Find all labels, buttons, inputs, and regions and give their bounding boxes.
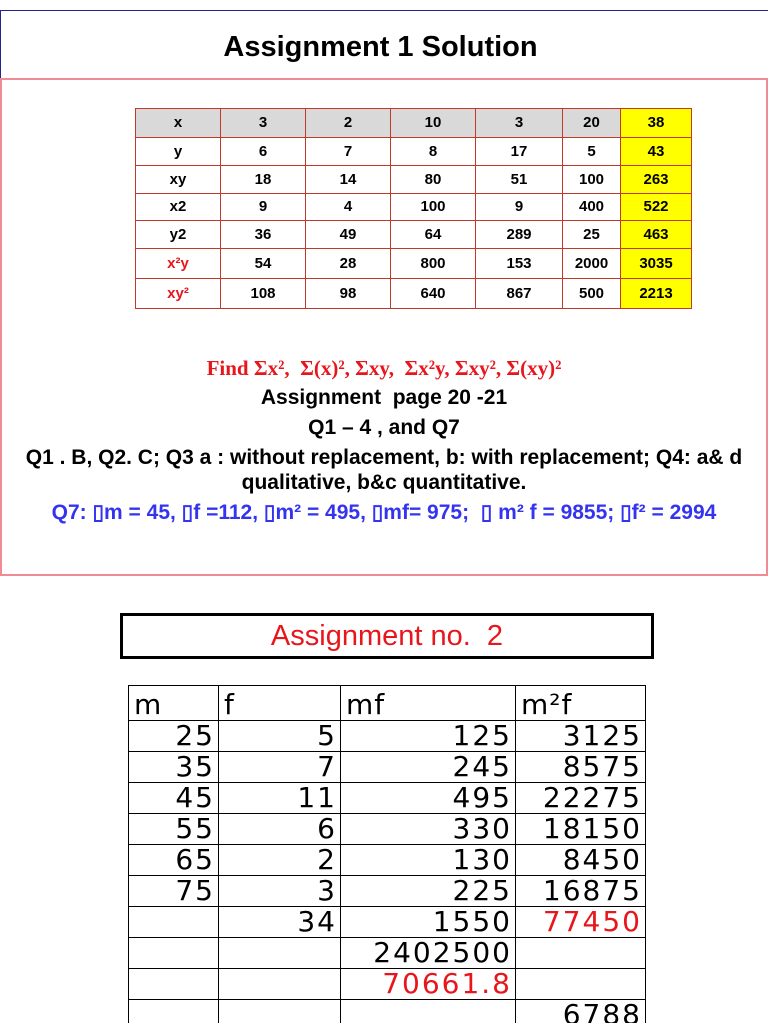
mf-cell bbox=[341, 1000, 516, 1023]
m2f-cell: 6788 bbox=[516, 1000, 646, 1023]
page-title: Assignment 1 Solution bbox=[223, 31, 538, 63]
answers-text-continued: qualitative, b&c quantitative. bbox=[241, 471, 527, 494]
value-cell: 2 bbox=[306, 109, 391, 138]
row-label: x²y bbox=[136, 249, 221, 279]
table-row bbox=[136, 166, 692, 194]
row-label: x bbox=[136, 109, 221, 138]
value-cell: 100 bbox=[391, 194, 476, 221]
m2f-cell: 77450 bbox=[516, 907, 646, 938]
value-cell: 10 bbox=[391, 109, 476, 138]
value-cell: 64 bbox=[391, 221, 476, 249]
value-cell: 289 bbox=[476, 221, 563, 249]
frequency-table bbox=[128, 685, 646, 1023]
m2f-cell: 8575 bbox=[516, 752, 646, 783]
row-label: x2 bbox=[136, 194, 221, 221]
m2f-cell bbox=[516, 969, 646, 1000]
value-cell: 500 bbox=[563, 279, 621, 309]
table-row bbox=[129, 814, 646, 845]
value-cell: 4 bbox=[306, 194, 391, 221]
f-cell: 34 bbox=[219, 907, 341, 938]
m-cell: 35 bbox=[129, 752, 219, 783]
column-header-m: m bbox=[129, 686, 219, 721]
table-header-row bbox=[129, 686, 646, 721]
mf-cell: 245 bbox=[341, 752, 516, 783]
value-cell: 7 bbox=[306, 138, 391, 166]
value-cell: 80 bbox=[391, 166, 476, 194]
m-cell: 75 bbox=[129, 876, 219, 907]
value-cell: 20 bbox=[563, 109, 621, 138]
row-label: y2 bbox=[136, 221, 221, 249]
m-cell bbox=[129, 1000, 219, 1023]
find-instruction: Find Σx², Σ(x)², Σxy, Σx²y, Σxy², Σ(xy)² bbox=[206, 356, 562, 380]
row-total-cell: 2213 bbox=[621, 279, 692, 309]
value-cell: 6 bbox=[221, 138, 306, 166]
table-row bbox=[129, 721, 646, 752]
m-cell bbox=[129, 907, 219, 938]
value-cell: 49 bbox=[306, 221, 391, 249]
table-row bbox=[136, 249, 692, 279]
table-row bbox=[136, 221, 692, 249]
m-cell: 55 bbox=[129, 814, 219, 845]
m2f-cell: 22275 bbox=[516, 783, 646, 814]
value-cell: 100 bbox=[563, 166, 621, 194]
m-cell bbox=[129, 938, 219, 969]
value-cell: 867 bbox=[476, 279, 563, 309]
f-cell: 6 bbox=[219, 814, 341, 845]
title-box bbox=[0, 10, 768, 78]
value-cell: 14 bbox=[306, 166, 391, 194]
m2f-cell: 16875 bbox=[516, 876, 646, 907]
f-cell: 5 bbox=[219, 721, 341, 752]
m2f-cell: 3125 bbox=[516, 721, 646, 752]
table-row bbox=[129, 876, 646, 907]
table-row bbox=[129, 752, 646, 783]
mf-cell: 125 bbox=[341, 721, 516, 752]
m2f-cell bbox=[516, 938, 646, 969]
table-row bbox=[129, 1000, 646, 1023]
mf-cell: 130 bbox=[341, 845, 516, 876]
table-row bbox=[136, 138, 692, 166]
value-cell: 51 bbox=[476, 166, 563, 194]
row-total-cell: 263 bbox=[621, 166, 692, 194]
row-total-cell: 43 bbox=[621, 138, 692, 166]
calculation-table bbox=[135, 108, 692, 309]
table-row bbox=[136, 279, 692, 309]
f-cell: 3 bbox=[219, 876, 341, 907]
m-cell: 65 bbox=[129, 845, 219, 876]
m-cell: 25 bbox=[129, 721, 219, 752]
value-cell: 800 bbox=[391, 249, 476, 279]
answers-text: Q1 . B, Q2. C; Q3 a : without replacement, b: with replacement; Q4: a& d bbox=[25, 446, 743, 469]
row-total-cell: 522 bbox=[621, 194, 692, 221]
value-cell: 17 bbox=[476, 138, 563, 166]
f-cell bbox=[219, 969, 341, 1000]
value-cell: 8 bbox=[391, 138, 476, 166]
value-cell: 3 bbox=[221, 109, 306, 138]
table-row bbox=[129, 845, 646, 876]
value-cell: 54 bbox=[221, 249, 306, 279]
value-cell: 2000 bbox=[563, 249, 621, 279]
question-list: Q1 – 4 , and Q7 bbox=[308, 416, 460, 439]
mf-cell: 1550 bbox=[341, 907, 516, 938]
value-cell: 400 bbox=[563, 194, 621, 221]
mf-cell: 70661.8 bbox=[341, 969, 516, 1000]
assignment2-title: Assignment no. 2 bbox=[270, 620, 504, 652]
row-label: xy bbox=[136, 166, 221, 194]
table-body bbox=[129, 721, 646, 1023]
value-cell: 28 bbox=[306, 249, 391, 279]
column-header-f: f bbox=[219, 686, 341, 721]
value-cell: 9 bbox=[221, 194, 306, 221]
mf-cell: 2402500 bbox=[341, 938, 516, 969]
m-cell: 45 bbox=[129, 783, 219, 814]
mf-cell: 330 bbox=[341, 814, 516, 845]
table-row bbox=[129, 783, 646, 814]
column-header-mf: mf bbox=[341, 686, 516, 721]
value-cell: 153 bbox=[476, 249, 563, 279]
value-cell: 640 bbox=[391, 279, 476, 309]
assignment2-title-box bbox=[120, 613, 654, 659]
mf-cell: 225 bbox=[341, 876, 516, 907]
value-cell: 5 bbox=[563, 138, 621, 166]
value-cell: 36 bbox=[221, 221, 306, 249]
q7-answer: Q7: ▯m = 45, ▯f =112, ▯m² = 495, ▯mf= 975; ▯ m² f = 9855; ▯f² = 2994 bbox=[51, 501, 717, 524]
f-cell: 7 bbox=[219, 752, 341, 783]
mf-cell: 495 bbox=[341, 783, 516, 814]
assignment-pages: Assignment page 20 -21 bbox=[260, 386, 508, 409]
row-total-cell: 38 bbox=[621, 109, 692, 138]
column-header-m2f: m²f bbox=[516, 686, 646, 721]
value-cell: 108 bbox=[221, 279, 306, 309]
f-cell: 2 bbox=[219, 845, 341, 876]
m-cell bbox=[129, 969, 219, 1000]
row-label: xy² bbox=[136, 279, 221, 309]
solution-box bbox=[0, 78, 768, 576]
value-cell: 9 bbox=[476, 194, 563, 221]
m2f-cell: 8450 bbox=[516, 845, 646, 876]
table-row bbox=[136, 194, 692, 221]
m2f-cell: 18150 bbox=[516, 814, 646, 845]
value-cell: 18 bbox=[221, 166, 306, 194]
row-total-cell: 3035 bbox=[621, 249, 692, 279]
value-cell: 3 bbox=[476, 109, 563, 138]
row-label: y bbox=[136, 138, 221, 166]
f-cell bbox=[219, 938, 341, 969]
row-total-cell: 463 bbox=[621, 221, 692, 249]
table-row bbox=[136, 109, 692, 138]
table-row bbox=[129, 969, 646, 1000]
f-cell: 11 bbox=[219, 783, 341, 814]
value-cell: 98 bbox=[306, 279, 391, 309]
table-row bbox=[129, 907, 646, 938]
f-cell bbox=[219, 1000, 341, 1023]
table-row bbox=[129, 938, 646, 969]
value-cell: 25 bbox=[563, 221, 621, 249]
